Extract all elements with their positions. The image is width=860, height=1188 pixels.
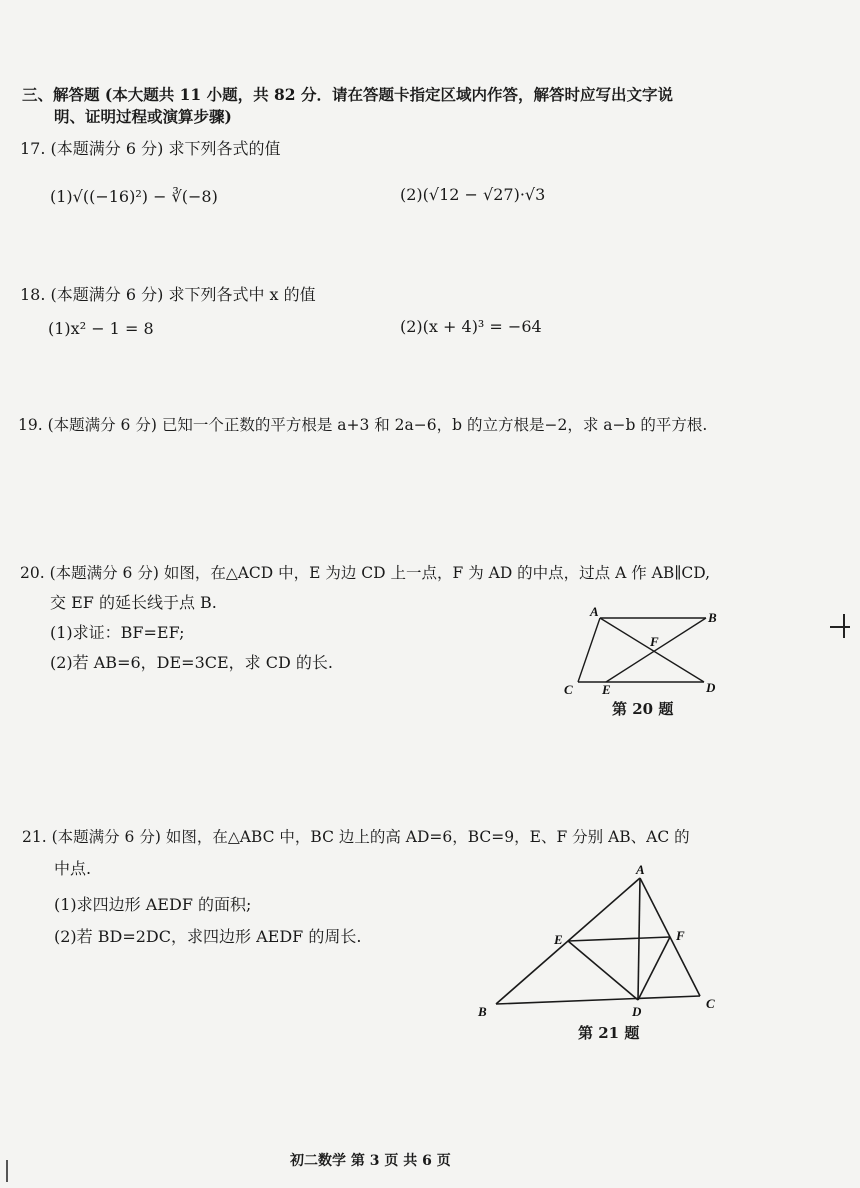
- q20-label-e: E: [602, 682, 611, 697]
- scan-edge-mark: [6, 1160, 8, 1182]
- q21-part2: (2)若 BD=2DC，求四边形 AEDF 的周长.: [54, 927, 362, 946]
- q20-segment-ac: [578, 618, 600, 682]
- q20-line1: 20. (本题满分 6 分) 如图，在△ACD 中，E 为边 CD 上一点，F 为 AD 的中点，过点 A 作 AB∥CD,: [20, 564, 711, 582]
- registration-mark-horizontal: [830, 626, 850, 628]
- q21-line2: 中点.: [54, 859, 92, 878]
- q20-segment-eb: [606, 618, 706, 682]
- q20-label-c: C: [564, 682, 573, 697]
- q20-part2: (2)若 AB=6，DE=3CE，求 CD 的长.: [50, 653, 333, 672]
- q21-label-d: D: [632, 1004, 642, 1019]
- q21-label-b: B: [478, 1004, 487, 1019]
- q19-text: 19. (本题满分 6 分) 已知一个正数的平方根是 a+3 和 2a−6，b 的立方根是−2，求 a−b 的平方根.: [18, 416, 708, 434]
- q18-part2: (2)(x + 4)³ = −64: [400, 317, 542, 336]
- q20-part1: (1)求证：BF=EF;: [50, 623, 185, 642]
- q21-label-c: C: [706, 996, 715, 1011]
- q21-figure: [470, 862, 730, 1022]
- q21-segment-fd: [638, 937, 670, 1000]
- q17-part2: (2)(√12 − √27)·√3: [400, 185, 546, 204]
- q17-title: 17. (本题满分 6 分) 求下列各式的值: [20, 139, 281, 158]
- q21-part1: (1)求四边形 AEDF 的面积;: [54, 895, 252, 914]
- registration-mark-vertical: [843, 614, 845, 638]
- section-heading-line1: 三、解答题 (本大题共 11 小题，共 82 分．请在答题卡指定区域内作答，解答时应写出文字说: [22, 85, 673, 104]
- q21-line1: 21. (本题满分 6 分) 如图，在△ABC 中，BC 边上的高 AD=6，BC=9，E、F 分别 AB、AC 的: [22, 828, 690, 846]
- q20-caption: 第 20 题: [612, 700, 674, 718]
- q21-segment-ed: [568, 941, 638, 1000]
- q20-segment-ad: [600, 618, 704, 682]
- q21-label-f: F: [676, 928, 685, 943]
- q21-label-a: A: [636, 862, 645, 877]
- q17-part1: (1)√((−16)²) − ∛(−8): [50, 187, 218, 206]
- section-heading-line2: 明、证明过程或演算步骤): [54, 107, 232, 126]
- q20-label-f: F: [650, 634, 659, 649]
- q21-segment-bc: [496, 996, 700, 1004]
- page-footer: 初二数学 第 3 页 共 6 页: [290, 1153, 451, 1169]
- q20-label-b: B: [708, 610, 717, 625]
- q20-label-d: D: [706, 680, 716, 695]
- q20-line2: 交 EF 的延长线于点 B.: [50, 593, 217, 612]
- q20-label-a: A: [590, 604, 599, 619]
- q21-label-e: E: [554, 932, 563, 947]
- q21-segment-ef: [568, 937, 670, 941]
- q18-part1: (1)x² − 1 = 8: [48, 319, 154, 338]
- q18-title: 18. (本题满分 6 分) 求下列各式中 x 的值: [20, 285, 316, 304]
- q20-figure: [560, 604, 730, 700]
- q21-caption: 第 21 题: [578, 1024, 640, 1042]
